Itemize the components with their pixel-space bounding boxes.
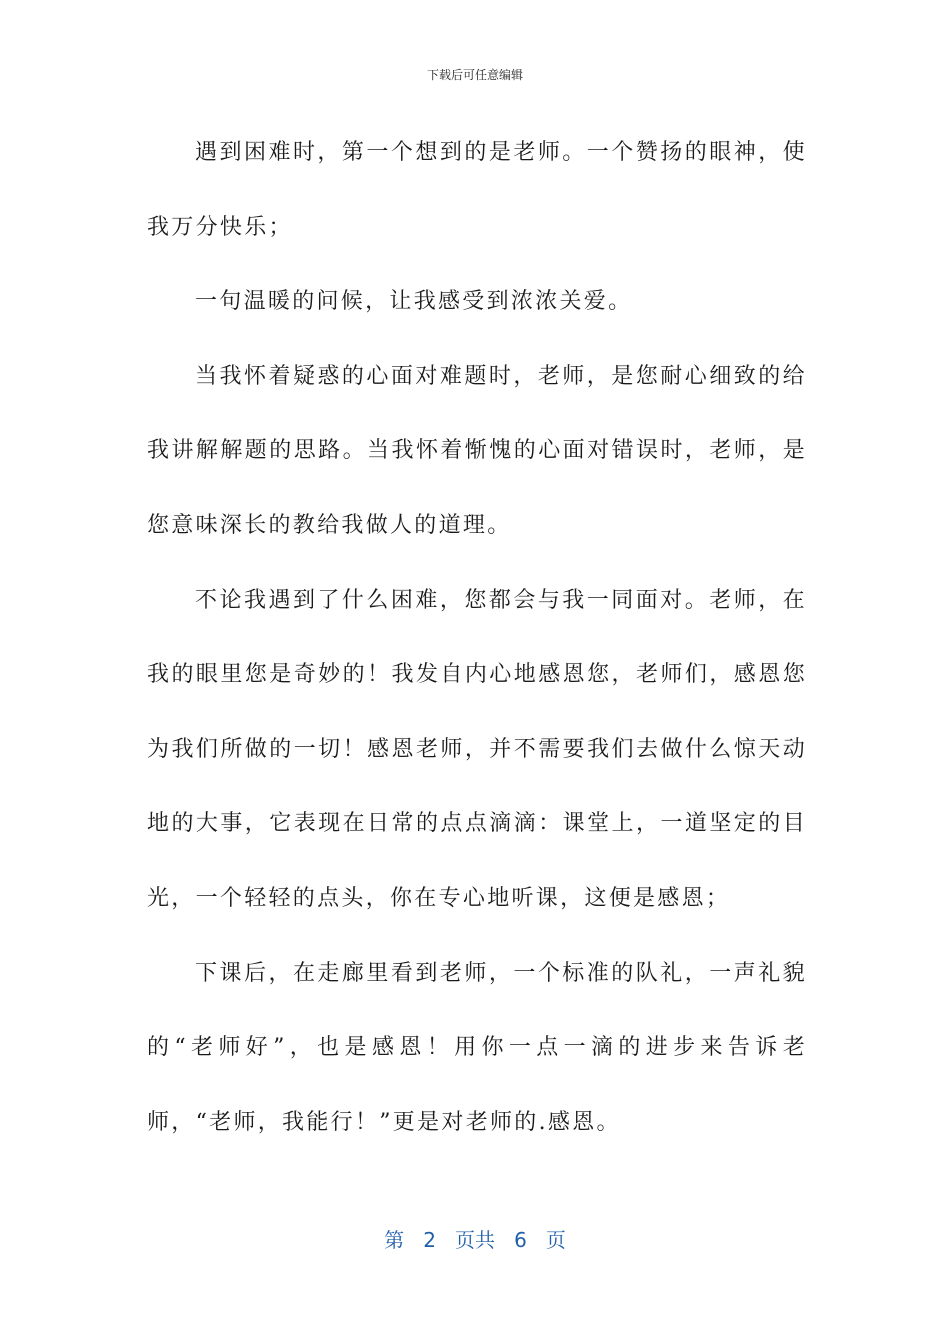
paragraph-1: 遇到困难时，第一个想到的是老师。一个赞扬的眼神，使我万分快乐； xyxy=(147,140,807,240)
paragraph-3: 当我怀着疑惑的心面对难题时，老师，是您耐心细致的给我讲解解题的思路。当我怀着惭愧的心面对错误时，老师，是您意味深长的教给我做人的道理。 xyxy=(147,363,807,538)
footer-middle: 页共 xyxy=(455,1228,495,1252)
footer-prefix: 第 xyxy=(384,1228,405,1252)
paragraph-2: 一句温暖的问候，让我感受到浓浓关爱。 xyxy=(195,289,633,315)
footer-total-pages: 6 xyxy=(514,1228,527,1252)
footer-current-page: 2 xyxy=(423,1228,436,1252)
document-body xyxy=(147,116,807,1160)
page-footer xyxy=(0,1224,950,1253)
page-header: 下载后可任意编辑 xyxy=(426,68,523,82)
paragraph-5: 下课后，在走廊里看到老师，一个标准的队礼，一声礼貌的“老师好”，也是感恩！用你一点一滴的进步来告诉老师，“老师，我能行！”更是对老师的.感恩。 xyxy=(147,960,807,1135)
footer-suffix: 页 xyxy=(545,1228,566,1252)
paragraph-4: 不论我遇到了什么困难，您都会与我一同面对。老师，在我的眼里您是奇妙的！我发自内心地感恩您，老师们，感恩您为我们所做的一切！感恩老师，并不需要我们去做什么惊天动地的大事，它表现在日常的点点滴滴：课堂上，一道坚定的目光，一个轻轻的点头，你在专心地听课，这便是感恩； xyxy=(147,587,807,911)
